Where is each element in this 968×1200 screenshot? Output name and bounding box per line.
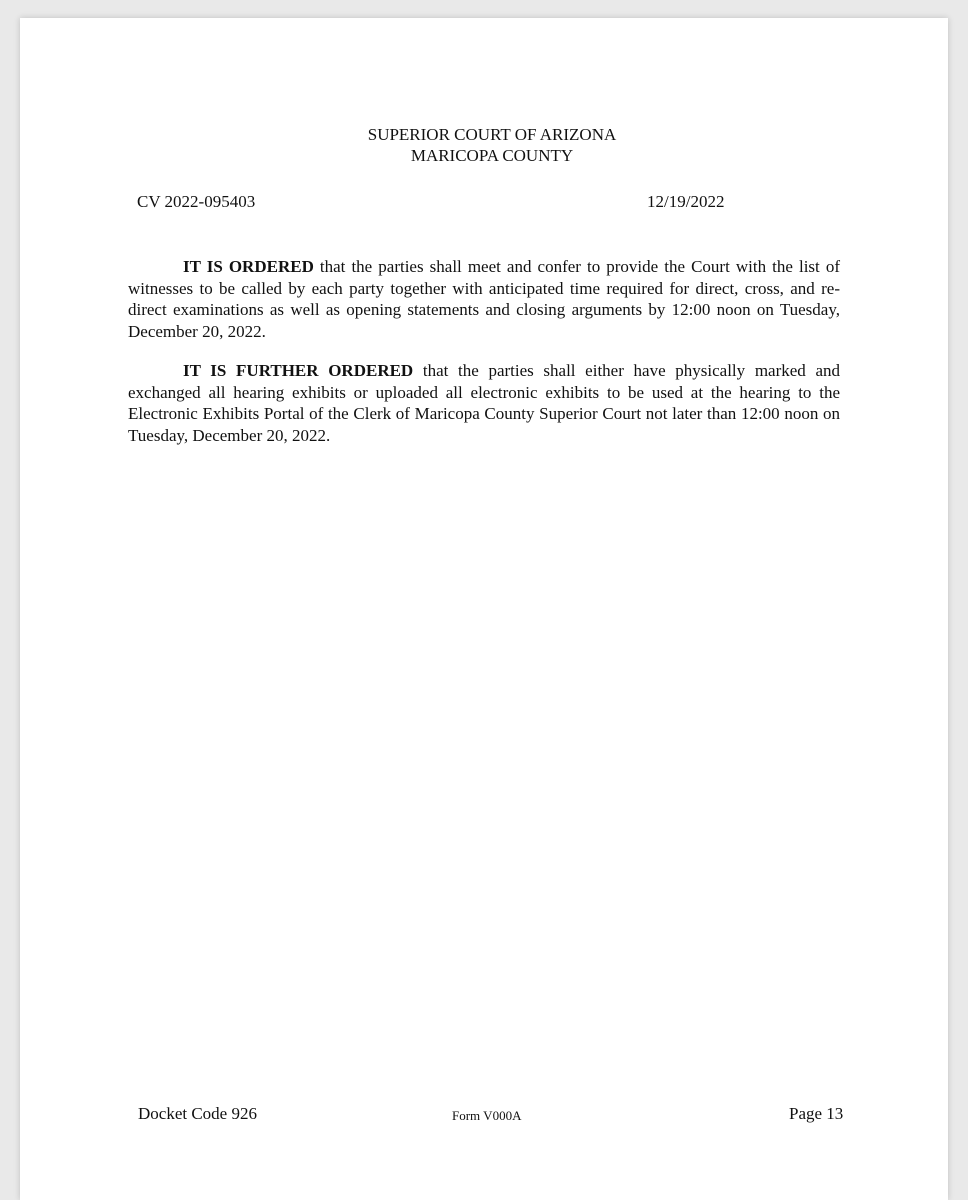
further-order-text: that the parties shall either have physically marked and exchanged all hearing exhibits or uploaded all electronic exhibits to be used at the hearing to the Electronic Exhibits Portal of the Clerk of Maricopa County Superior Court not later than 12:00 noon on Tuesday, December 20, 2022. [128,361,840,446]
docket-code: Docket Code 926 [138,1104,257,1123]
county-name: MARICOPA COUNTY [410,146,574,165]
form-code: Form V000A [452,1108,522,1123]
case-date: 12/19/2022 [647,192,725,211]
further-order-paragraph [128,360,840,447]
court-header [20,124,964,166]
document-page [20,18,948,1200]
page-number: Page 13 [789,1104,844,1123]
order-paragraph [128,256,840,343]
further-order-lead: IT IS FURTHER ORDERED [183,361,414,380]
case-number: CV 2022-095403 [137,192,256,211]
order-text: that the parties shall meet and confer to provide the Court with the list of witnesses to be called by each party together with anticipated time required for direct, cross, and re-direct examinations as well as opening statements and closing arguments by 12:00 noon on Tuesday, December 20, 2022. [128,257,840,342]
order-lead: IT IS ORDERED [183,257,314,276]
court-name: SUPERIOR COURT OF ARIZONA [367,125,617,144]
